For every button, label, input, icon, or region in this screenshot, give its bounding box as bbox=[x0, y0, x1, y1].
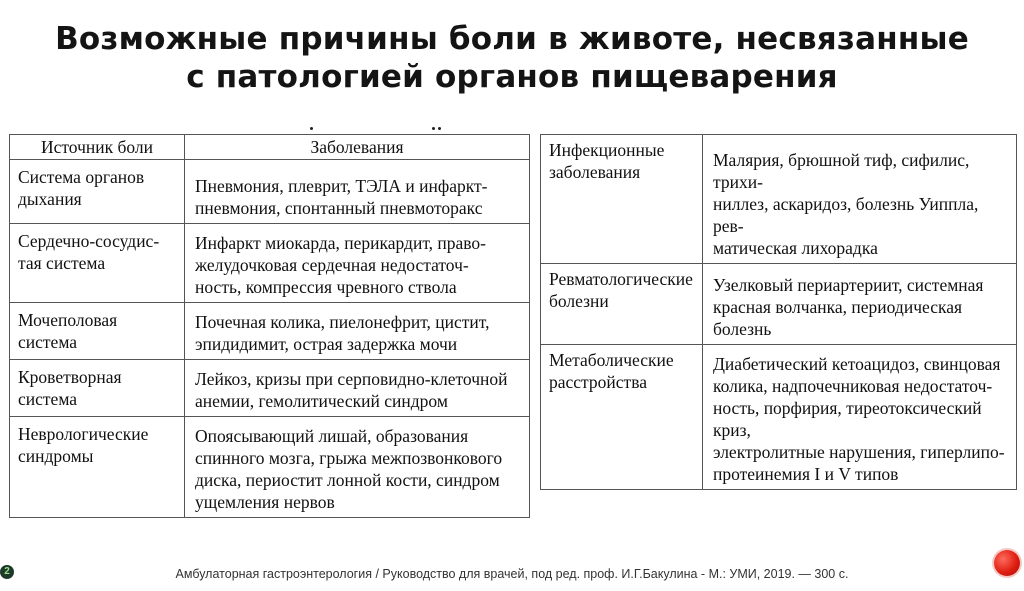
disease-line: диска, периостит лонной кости, синдром bbox=[195, 470, 500, 490]
source-line: болезни bbox=[549, 291, 609, 311]
diseases-cell bbox=[185, 303, 530, 360]
source-cell bbox=[10, 224, 185, 303]
source-line: заболевания bbox=[549, 162, 641, 182]
disease-line: Опоясывающий лишай, образования bbox=[195, 426, 469, 446]
diseases-cell bbox=[703, 345, 1017, 490]
source-line: синдромы bbox=[18, 446, 94, 466]
source-line: Метаболические bbox=[549, 350, 674, 370]
source-line: расстройства bbox=[549, 372, 647, 392]
disease-line: Лейкоз, кризы при серповидно-клеточной bbox=[195, 369, 508, 389]
source-cell bbox=[541, 345, 703, 490]
table-row bbox=[10, 224, 530, 303]
diseases-cell bbox=[185, 160, 530, 224]
source-line: Система органов bbox=[18, 167, 145, 187]
source-line: тая система bbox=[18, 253, 106, 273]
disease-line: ность, порфирия, тиреотоксический криз, bbox=[713, 398, 982, 440]
disease-line: Диабетический кетоацидоз, свинцовая bbox=[713, 354, 1001, 374]
table-row bbox=[541, 345, 1017, 490]
disease-line: анемии, гемолитический синдром bbox=[195, 391, 448, 411]
slide-title-line-1: Возможные причины боли в животе, несвязанные bbox=[55, 21, 969, 57]
diseases-cell bbox=[185, 417, 530, 518]
table-row bbox=[541, 135, 1017, 264]
page-number-badge: 2 bbox=[0, 565, 14, 579]
disease-line: Инфаркт миокарда, перикардит, право- bbox=[195, 233, 487, 253]
disease-line: желудочковая сердечная недостаточ- bbox=[195, 255, 469, 275]
source-line: Кроветворная bbox=[18, 367, 122, 387]
disease-line: электролитные нарушения, гиперлипо- bbox=[713, 442, 1005, 462]
disease-line: красная волчанка, периодическая болезнь bbox=[713, 297, 963, 339]
source-line: Неврологические bbox=[18, 424, 149, 444]
source-line: Ревматологические bbox=[549, 269, 693, 289]
diseases-cell bbox=[185, 224, 530, 303]
disease-line: колика, надпочечниковая недостаточ- bbox=[713, 376, 993, 396]
source-line: Сердечно-сосудис- bbox=[18, 231, 160, 251]
pain-sources-table bbox=[9, 134, 530, 518]
disease-line: эпидидимит, острая задержка мочи bbox=[195, 334, 458, 354]
source-cell bbox=[10, 303, 185, 360]
source-line: дыхания bbox=[18, 189, 82, 209]
disease-line: ущемления нервов bbox=[195, 492, 335, 512]
table-header-row bbox=[10, 135, 530, 160]
source-cell bbox=[541, 264, 703, 345]
diseases-cell bbox=[703, 264, 1017, 345]
record-indicator-icon[interactable] bbox=[994, 550, 1020, 576]
disease-line: Узелковый периартериит, системная bbox=[713, 275, 984, 295]
source-cell bbox=[541, 135, 703, 264]
slide-title-line-2: с патологией органов пищеварения bbox=[186, 59, 838, 95]
source-cell bbox=[10, 417, 185, 518]
citation-footer: Амбулаторная гастроэнтерология / Руководство для врачей, под ред. проф. И.Г.Бакулина - М.: УМИ, 2019. — 300 с. bbox=[175, 567, 849, 581]
disease-line: Пневмония, плеврит, ТЭЛА и инфаркт- bbox=[195, 176, 488, 196]
disease-line: спинного мозга, грыжа межпозвонкового bbox=[195, 448, 503, 468]
disease-line: пневмония, спонтанный пневмоторакс bbox=[195, 198, 483, 218]
header-diseases: Заболевания bbox=[185, 135, 530, 160]
table-row bbox=[10, 303, 530, 360]
table-row bbox=[10, 417, 530, 518]
source-line: система bbox=[18, 389, 78, 409]
disease-line: Почечная колика, пиелонефрит, цистит, bbox=[195, 312, 490, 332]
pain-sources-table-continued bbox=[540, 134, 1017, 490]
source-line: Инфекционные bbox=[549, 140, 665, 160]
table-row bbox=[10, 360, 530, 417]
source-line: Мочеполовая bbox=[18, 310, 118, 330]
source-line: система bbox=[18, 332, 78, 352]
disease-line: ниллез, аскаридоз, болезнь Уиппла, рев- bbox=[713, 194, 979, 236]
source-cell bbox=[10, 360, 185, 417]
table-row bbox=[10, 160, 530, 224]
disease-line: матическая лихорадка bbox=[713, 238, 878, 258]
diseases-cell bbox=[703, 135, 1017, 264]
disease-line: ность, компрессия чревного ствола bbox=[195, 277, 457, 297]
disease-line: протеинемия I и V типов bbox=[713, 464, 899, 484]
slide-title bbox=[0, 20, 1024, 96]
table-row bbox=[541, 264, 1017, 345]
header-source: Источник боли bbox=[10, 135, 185, 160]
source-cell bbox=[10, 160, 185, 224]
disease-line: Малярия, брюшной тиф, сифилис, трихи- bbox=[713, 150, 970, 192]
diseases-cell bbox=[185, 360, 530, 417]
